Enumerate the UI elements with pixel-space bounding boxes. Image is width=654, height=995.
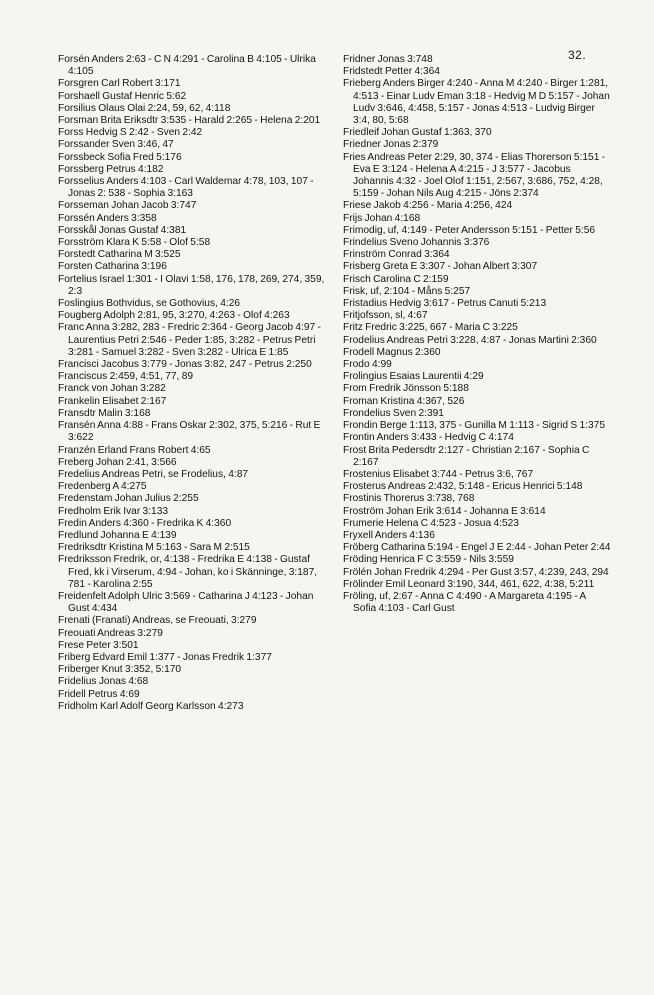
left-index-entry: Forssander Sven 3:46, 47 <box>58 139 174 151</box>
right-index-entry: Fridstedt Petter 4:364 <box>343 66 440 78</box>
right-index-entry: Fröling, uf, 2:67 - Anna C 4:490 - A Margareta 4:195 - A Sofia 4:103 - Carl Gust <box>343 590 586 615</box>
left-index-entry: Fredenberg A 4:275 <box>58 481 147 493</box>
left-index-entry: Fredin Anders 4:360 - Fredrika K 4:360 <box>58 517 232 529</box>
right-index-entry: Friedner Jonas 2:379 <box>343 139 439 151</box>
right-index-entry: Frolingius Esaias Laurentii 4:29 <box>343 371 484 383</box>
left-index-entry: Fredriksdtr Kristina M 5:163 - Sara M 2:515 <box>58 542 250 554</box>
right-index-entry: Frijs Johan 4:168 <box>343 212 421 224</box>
left-index-entry: Fougberg Adolph 2:81, 95, 3:270, 4:263 - Olof 4:263 <box>58 310 290 322</box>
right-index-entry: Fritjofsson, sl, 4:67 <box>343 310 428 322</box>
left-index-entry: Forsman Brita Eriksdtr 3:535 - Harald 2:265 - Helena 2:201 <box>58 115 321 127</box>
left-index-entry: Fransén Anna 4:88 - Frans Oskar 2:302, 375, 5:216 - Rut E 3:622 <box>58 420 321 444</box>
left-index-entry: Franck von Johan 3:282 <box>58 383 166 395</box>
right-index-entry: Froström Johan Erik 3:614 - Johanna E 3:614 <box>343 505 546 517</box>
left-index-entry: Forssberg Petrus 4:182 <box>58 163 164 175</box>
left-index-entry: Franzén Erland Frans Robert 4:65 <box>58 444 211 456</box>
right-index-entry: Frostinis Thorerus 3:738, 768 <box>343 493 475 505</box>
right-index-entry: Fridner Jonas 3:748 <box>343 54 433 65</box>
right-index-entry: Fröberg Catharina 5:194 - Engel J E 2:44 - Johan Peter 2:44 <box>343 542 611 554</box>
left-index-entry: Freberg Johan 2:41, 3:566 <box>58 456 177 468</box>
left-index-entry: Fransdtr Malin 3:168 <box>58 407 151 419</box>
right-index-entry: From Fredrik Jönsson 5:188 <box>343 383 469 395</box>
right-index-entry: Friese Jakob 4:256 - Maria 4:256, 424 <box>343 200 513 212</box>
right-index-entry: Frodo 4:99 <box>343 359 392 371</box>
right-index-entry: Fritz Fredric 3:225, 667 - Maria C 3:225 <box>343 322 518 334</box>
left-index-entry: Foslingius Bothvidus, se Gothovius, 4:26 <box>58 298 241 310</box>
left-index-entry: Frese Peter 3:501 <box>58 639 139 651</box>
left-index-entry: Forsgren Carl Robert 3:171 <box>58 78 181 90</box>
left-index-entry: Fredholm Erik Ivar 3:133 <box>58 505 169 517</box>
left-index-entry: Forsström Klara K 5:58 - Olof 5:58 <box>58 237 211 249</box>
right-index-entry: Frostenius Elisabet 3:744 - Petrus 3:6, 767 <box>343 468 534 480</box>
left-index-entry: Forsselius Anders 4:103 - Carl Waldemar 4:78, 103, 107 - Jonas 2: 538 - Sophia 3:163 <box>58 176 314 200</box>
left-index-entry: Fredenstam Johan Julius 2:255 <box>58 493 199 505</box>
left-index-entry: Fridholm Karl Adolf Georg Karlsson 4:273 <box>58 700 244 712</box>
right-index-entry: Frisch Carolina C 2:159 <box>343 273 449 285</box>
left-index-entry: Friberger Knut 3:352, 5:170 <box>58 664 182 676</box>
page-number: 32. <box>568 48 587 62</box>
right-index-entry: Frieberg Anders Birger 4:240 - Anna M 4:240 - Birger 1:281, 4:513 - Einar Ludv Eman 3:18 - Hedvig M D 5:157 - Johan Ludv 3:646, 4:458, 5:157 - Jonas 4:513 - Ludvig Birger 3:4, 80, 5:68 <box>343 78 610 127</box>
left-index-entry: Franciscus 2:459, 4:51, 77, 89 <box>58 371 194 383</box>
left-index-entry: Franc Anna 3:282, 283 - Fredric 2:364 - Georg Jacob 4:97 - Laurentius Petri 2:546 - Peder 1:85, 3:282 - Petrus Petri 3:281 - Samuel 3:282 - Sven 3:282 - Ulrica E 1:85 <box>58 322 321 358</box>
right-index-entry: Frisk, uf, 2:104 - Måns 5:257 <box>343 285 471 297</box>
left-index-entry: Forsseman Johan Jacob 3:747 <box>58 200 197 212</box>
left-index-entry: Forsilius Olaus Olai 2:24, 59, 62, 4:118 <box>58 102 231 114</box>
left-index-entry: Forsten Catharina 3:196 <box>58 261 167 273</box>
left-index-entry: Forssén Anders 3:358 <box>58 212 157 224</box>
right-index-entry: Frodelius Andreas Petri 3:228, 4:87 - Jonas Martini 2:360 <box>343 334 597 346</box>
left-index-entry: Freouati Andreas 3:279 <box>58 627 163 639</box>
left-index-entry: Forsskål Jonas Gustaf 4:381 <box>58 224 187 236</box>
index-column-left <box>58 54 330 713</box>
left-index-entry: Fredelius Andreas Petri, se Frodelius, 4:87 <box>58 468 249 480</box>
left-index-entry: Frenati (Franati) Andreas, se Freouati, 3:279 <box>58 615 257 627</box>
right-index-entry: Fryxell Anders 4:136 <box>343 529 435 541</box>
left-index-entry: Freidenfelt Adolph Ulric 3:569 - Catharina J 4:123 - Johan Gust 4:434 <box>58 590 314 615</box>
right-index-entry: Frondelius Sven 2:391 <box>343 407 444 419</box>
index-column-right <box>343 54 611 615</box>
left-index-entry: Fredlund Johanna E 4:139 <box>58 529 177 541</box>
right-index-entry: Froman Kristina 4:367, 526 <box>343 395 465 407</box>
left-index-entry: Fridell Petrus 4:69 <box>58 688 140 700</box>
right-index-entry: Frisberg Greta E 3:307 - Johan Albert 3:307 <box>343 261 538 273</box>
right-index-entry: Frost Brita Pedersdtr 2:127 - Christian 2:167 - Sophia C 2:167 <box>343 444 590 468</box>
left-index-entry: Forsén Anders 2:63 - C N 4:291 - Carolina B 4:105 - Ulrika 4:105 <box>58 54 316 78</box>
right-index-entry: Frindelius Sveno Johannis 3:376 <box>343 237 490 249</box>
left-index-entry: Fredriksson Fredrik, or, 4:138 - Fredrika E 4:138 - Gustaf Fred, kk i Virserum, 4:94 - Johan, ko i Skänninge, 3:187, 781 - Karolina 2:55 <box>58 554 318 590</box>
right-index-entry: Frimodig, uf, 4:149 - Peter Andersson 5:151 - Petter 5:56 <box>343 224 596 236</box>
right-index-entry: Frölén Johan Fredrik 4:294 - Per Gust 3:57, 4:239, 243, 294 <box>343 566 609 578</box>
left-index-entry: Francisci Jacobus 3:779 - Jonas 3:82, 247 - Petrus 2:250 <box>58 359 312 371</box>
left-index-entry: Frankelin Elisabet 2:167 <box>58 395 167 407</box>
left-index-entry: Fridelius Jonas 4:68 <box>58 676 149 688</box>
right-index-entry: Frondin Berge 1:113, 375 - Gunilla M 1:113 - Sigrid S 1:375 <box>343 420 605 432</box>
left-index-entry: Fortelius Israel 1:301 - I Olavi 1:58, 176, 178, 269, 274, 359, 2:3 <box>58 273 325 297</box>
left-index-entry: Forstedt Catharina M 3:525 <box>58 249 181 261</box>
left-index-entry: Forshaell Gustaf Henric 5:62 <box>58 90 187 102</box>
right-index-entry: Frontin Anders 3:433 - Hedvig C 4:174 <box>343 432 514 444</box>
left-index-entry: Forssbeck Sofia Fred 5:176 <box>58 151 182 163</box>
right-index-entry: Fristadius Hedvig 3:617 - Petrus Canuti 5:213 <box>343 298 547 310</box>
right-index-entry: Frodell Magnus 2:360 <box>343 346 441 358</box>
left-index-entry: Friberg Edvard Emil 1:377 - Jonas Fredrik 1:377 <box>58 651 272 663</box>
right-index-entry: Frinström Conrad 3:364 <box>343 249 450 261</box>
left-index-entry: Forss Hedvig S 2:42 - Sven 2:42 <box>58 127 203 139</box>
right-index-entry: Frölinder Emil Leonard 3:190, 344, 461, 622, 4:38, 5:211 <box>343 578 595 590</box>
right-index-entry: Fries Andreas Peter 2:29, 30, 374 - Elias Thorerson 5:151 - Eva E 3:124 - Helena A 4:215 - J 3:577 - Jacobus Johannis 4:32 - Joel Olof 1:151, 2:567, 3:686, 752, 4:28, 5:159 - Johan Nils Aug 4:215 - Jöns 2:374 <box>343 151 606 200</box>
right-index-entry: Fröding Henrica F C 3:559 - Nils 3:559 <box>343 554 514 566</box>
right-index-entry: Frosterus Andreas 2:432, 5:148 - Ericus Henrici 5:148 <box>343 481 583 493</box>
right-index-entry: Frumerie Helena C 4:523 - Josua 4:523 <box>343 517 519 529</box>
right-index-entry: Friedleif Johan Gustaf 1:363, 370 <box>343 127 492 139</box>
